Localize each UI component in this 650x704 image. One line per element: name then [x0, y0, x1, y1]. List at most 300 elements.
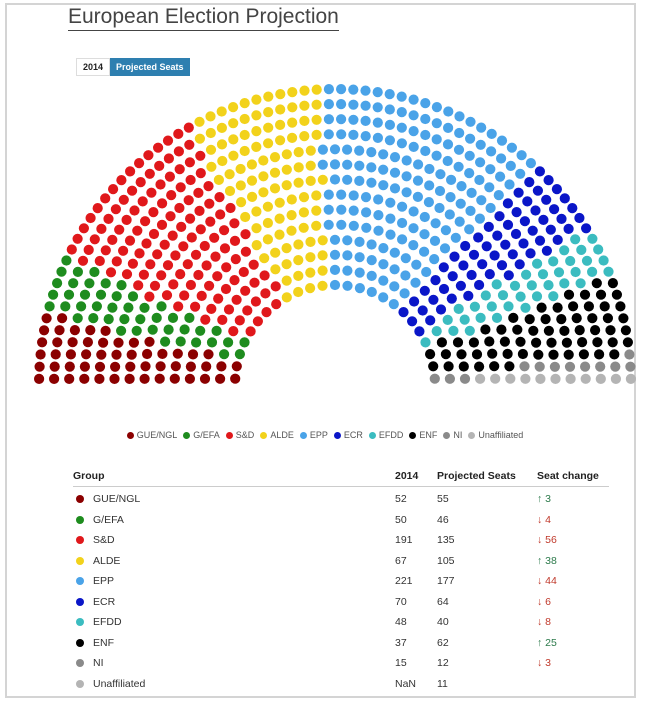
seat-unaffiliated — [505, 374, 515, 384]
seat-epp — [504, 179, 514, 189]
seat-s-d — [204, 199, 214, 209]
seat-epp — [330, 144, 340, 154]
seat-g-efa — [148, 325, 158, 335]
group-color-dot — [76, 618, 84, 626]
seat-s-d — [127, 186, 137, 196]
seat-epp — [451, 233, 461, 243]
seat-ecr — [581, 223, 591, 233]
seat-epp — [373, 210, 383, 220]
seat-gue-ngl — [200, 374, 210, 384]
seat-gue-ngl — [54, 325, 64, 335]
seat-enf — [474, 362, 484, 372]
seat-epp — [366, 147, 376, 157]
seat-s-d — [165, 172, 175, 182]
seat-epp — [526, 158, 536, 168]
seat-s-d — [194, 206, 204, 216]
seat-efdd — [582, 256, 592, 266]
seat-epp — [361, 131, 371, 141]
seat-gue-ngl — [173, 349, 183, 359]
seat-alde — [263, 234, 273, 244]
table-row — [73, 489, 609, 510]
legend-swatch — [334, 432, 341, 439]
seat-enf — [525, 314, 535, 324]
seat-s-d — [185, 214, 195, 224]
seat-efdd — [443, 315, 453, 325]
seat-epp — [411, 260, 421, 270]
seat-s-d — [162, 290, 172, 300]
seat-alde — [228, 118, 238, 128]
seat-epp — [410, 278, 420, 288]
seat-epp — [390, 168, 400, 178]
seat-gue-ngl — [101, 326, 111, 336]
seat-epp — [354, 161, 364, 171]
seat-epp — [517, 150, 527, 160]
seat-gue-ngl — [171, 361, 181, 371]
seat-g-efa — [119, 314, 129, 324]
seat-s-d — [143, 150, 153, 160]
group-color-dot — [76, 577, 84, 585]
seat-epp — [413, 192, 423, 202]
seat-epp — [485, 164, 495, 174]
seat-epp — [390, 264, 400, 274]
seat-enf — [469, 337, 479, 347]
seat-epp — [373, 87, 383, 97]
seat-ni — [625, 362, 635, 372]
seat-ni — [460, 374, 470, 384]
cell-group — [73, 596, 395, 608]
seat-s-d — [229, 275, 239, 285]
seat-ni — [535, 362, 545, 372]
cell-projected: 64 — [437, 595, 449, 608]
seat-ecr — [500, 240, 510, 250]
seat-s-d — [241, 247, 251, 257]
legend-item — [369, 430, 404, 440]
group-color-dot — [76, 639, 84, 647]
seat-s-d — [206, 304, 216, 314]
seat-s-d — [160, 240, 170, 250]
seat-s-d — [228, 326, 238, 336]
seat-s-d — [203, 181, 213, 191]
seat-s-d — [176, 222, 186, 232]
cell-group — [73, 678, 395, 690]
tab-projected-seats[interactable]: Projected Seats — [110, 58, 190, 76]
seat-gue-ngl — [57, 313, 67, 323]
seat-epp — [342, 175, 352, 185]
seat-epp — [464, 168, 474, 178]
group-name: GUE/NGL — [93, 493, 141, 506]
seat-enf — [612, 290, 622, 300]
seat-enf — [618, 313, 628, 323]
seat-ecr — [425, 315, 435, 325]
legend-swatch — [409, 432, 416, 439]
seat-efdd — [487, 301, 497, 311]
seat-epp — [349, 221, 359, 231]
seat-epp — [342, 250, 352, 260]
seat-s-d — [132, 226, 142, 236]
cell-projected: 40 — [437, 616, 449, 629]
seat-epp — [336, 99, 346, 109]
seat-enf — [553, 303, 563, 313]
seat-epp — [475, 214, 485, 224]
seat-alde — [305, 237, 315, 247]
seat-epp — [385, 104, 395, 114]
seat-alde — [275, 198, 285, 208]
seat-ecr — [524, 177, 534, 187]
cell-seat-change: ↑ 38 — [537, 554, 557, 567]
cell-group — [73, 514, 395, 526]
seat-alde — [282, 292, 292, 302]
seat-epp — [354, 146, 364, 156]
seat-epp — [318, 160, 328, 170]
seat-epp — [397, 234, 407, 244]
seat-unaffiliated — [611, 374, 621, 384]
seat-alde — [286, 226, 296, 236]
seat-alde — [282, 259, 292, 269]
seat-g-efa — [219, 349, 229, 359]
seat-g-efa — [184, 313, 194, 323]
seat-s-d — [205, 217, 215, 227]
seat-g-efa — [107, 303, 117, 313]
seat-s-d — [173, 129, 183, 139]
seat-enf — [444, 361, 454, 371]
seat-ecr — [407, 316, 417, 326]
seat-g-efa — [164, 325, 174, 335]
cell-projected: 12 — [437, 657, 449, 670]
seat-s-d — [140, 216, 150, 226]
seat-ecr — [492, 231, 502, 241]
seat-s-d — [212, 271, 222, 281]
seat-efdd — [559, 278, 569, 288]
seat-epp — [367, 287, 377, 297]
seat-alde — [258, 171, 268, 181]
seat-epp — [397, 138, 407, 148]
seat-epp — [465, 151, 475, 161]
legend-swatch — [300, 432, 307, 439]
seat-g-efa — [73, 267, 83, 277]
seat-s-d — [215, 209, 225, 219]
seat-enf — [603, 313, 613, 323]
seat-g-efa — [68, 278, 78, 288]
seat-epp — [336, 84, 346, 94]
seat-s-d — [79, 223, 89, 233]
seat-unaffiliated — [520, 374, 530, 384]
cell-projected: 62 — [437, 636, 449, 649]
seat-alde — [275, 135, 285, 145]
seat-alde — [240, 130, 250, 140]
seat-ecr — [458, 260, 468, 270]
legend-swatch — [127, 432, 134, 439]
seat-enf — [515, 337, 525, 347]
seat-enf — [489, 361, 499, 371]
seat-gue-ngl — [125, 362, 135, 372]
seat-s-d — [187, 232, 197, 242]
seat-alde — [270, 183, 280, 193]
seat-gue-ngl — [49, 374, 59, 384]
legend-item — [300, 430, 328, 440]
seat-alde — [299, 101, 309, 111]
seat-s-d — [138, 196, 148, 206]
seat-ecr — [449, 252, 459, 262]
seat-ecr — [414, 326, 424, 336]
seat-gue-ngl — [35, 362, 45, 372]
seat-epp — [378, 259, 388, 269]
table-row — [73, 653, 609, 674]
seat-s-d — [176, 182, 186, 192]
seat-alde — [194, 117, 204, 127]
seat-alde — [236, 164, 246, 174]
seat-alde — [318, 250, 328, 260]
seat-epp — [366, 162, 376, 172]
seat-alde — [214, 175, 224, 185]
seat-epp — [454, 162, 464, 172]
seat-s-d — [90, 234, 100, 244]
table-row — [73, 633, 609, 654]
cell-2014: 67 — [395, 554, 407, 567]
seat-alde — [205, 111, 215, 121]
seat-alde — [195, 134, 205, 144]
seat-g-efa — [101, 278, 111, 288]
seat-epp — [420, 130, 430, 140]
seat-s-d — [154, 161, 164, 171]
seat-gue-ngl — [80, 362, 90, 372]
seat-epp — [385, 89, 395, 99]
seat-epp — [361, 101, 371, 111]
seat-epp — [342, 145, 352, 155]
cell-seat-change: ↓ 8 — [537, 616, 552, 629]
seat-s-d — [93, 203, 103, 213]
chart-legend — [0, 430, 650, 440]
seat-ecr — [520, 216, 530, 226]
seat-gue-ngl — [156, 361, 166, 371]
seat-g-efa — [135, 314, 145, 324]
seat-ni — [519, 361, 529, 371]
seat-s-d — [240, 229, 250, 239]
seat-alde — [217, 123, 227, 133]
seat-epp — [336, 205, 346, 215]
seat-epp — [495, 172, 505, 182]
seat-enf — [587, 313, 597, 323]
seat-alde — [275, 214, 285, 224]
seat-epp — [330, 174, 340, 184]
seat-alde — [287, 102, 297, 112]
seat-efdd — [548, 291, 558, 301]
seat-epp — [342, 281, 352, 291]
seat-gue-ngl — [34, 374, 44, 384]
seat-s-d — [196, 168, 206, 178]
seat-unaffiliated — [550, 374, 560, 384]
cell-projected: 177 — [437, 575, 455, 588]
seat-gue-ngl — [94, 374, 104, 384]
seat-alde — [217, 106, 227, 116]
seat-efdd — [521, 270, 531, 280]
seat-gue-ngl — [127, 350, 137, 360]
seat-s-d — [157, 198, 167, 208]
seat-gue-ngl — [52, 337, 62, 347]
seat-gue-ngl — [111, 350, 121, 360]
seat-enf — [546, 338, 556, 348]
seat-epp — [355, 283, 365, 293]
seat-enf — [503, 349, 513, 359]
header-projected: Projected Seats — [437, 470, 516, 482]
seat-efdd — [454, 304, 464, 314]
seat-s-d — [175, 164, 185, 174]
seat-ecr — [514, 188, 524, 198]
cell-projected: 135 — [437, 534, 455, 547]
seat-efdd — [470, 302, 480, 312]
seat-ecr — [556, 214, 566, 224]
seat-g-efa — [212, 326, 222, 336]
seat-alde — [293, 255, 303, 265]
seat-s-d — [157, 220, 167, 230]
cell-group — [73, 493, 395, 505]
seat-alde — [318, 235, 328, 245]
seat-alde — [217, 156, 227, 166]
seat-epp — [430, 236, 440, 246]
seat-s-d — [219, 225, 229, 235]
seat-s-d — [184, 140, 194, 150]
seat-ecr — [508, 249, 518, 259]
seat-alde — [247, 192, 257, 202]
seat-s-d — [153, 143, 163, 153]
seat-s-d — [239, 267, 249, 277]
seat-g-efa — [139, 303, 149, 313]
seat-alde — [263, 107, 273, 117]
seat-ecr — [460, 241, 470, 251]
header-2014: 2014 — [395, 470, 419, 482]
group-color-dot — [76, 598, 84, 606]
seat-gue-ngl — [201, 361, 211, 371]
seat-efdd — [498, 290, 508, 300]
seat-ni — [550, 362, 560, 372]
seat-epp — [361, 207, 371, 217]
legend-item — [468, 430, 523, 440]
seat-gue-ngl — [65, 362, 75, 372]
cell-group — [73, 637, 395, 649]
seat-efdd — [460, 315, 470, 325]
tab-2014[interactable]: 2014 — [76, 58, 110, 76]
seat-g-efa — [96, 290, 106, 300]
seat-epp — [435, 186, 445, 196]
seat-enf — [504, 361, 514, 371]
seat-gue-ngl — [50, 362, 60, 372]
legend-swatch — [369, 432, 376, 439]
seat-ecr — [541, 195, 551, 205]
seat-epp — [443, 156, 453, 166]
seat-alde — [258, 155, 268, 165]
seat-epp — [456, 199, 466, 209]
seat-epp — [400, 288, 410, 298]
legend-label: G/EFA — [193, 430, 220, 440]
seat-alde — [287, 194, 297, 204]
seat-ecr — [564, 224, 574, 234]
seat-s-d — [197, 291, 207, 301]
seat-s-d — [155, 179, 165, 189]
seat-alde — [305, 252, 315, 262]
seat-alde — [318, 175, 328, 185]
seat-s-d — [246, 326, 256, 336]
group-name: EFDD — [93, 616, 122, 629]
seat-g-efa — [239, 337, 249, 347]
seat-g-efa — [104, 314, 114, 324]
seat-efdd — [554, 267, 564, 277]
seat-efdd — [481, 290, 491, 300]
seat-alde — [312, 130, 322, 140]
seat-epp — [424, 197, 434, 207]
seat-s-d — [195, 151, 205, 161]
seat-epp — [424, 180, 434, 190]
seat-epp — [336, 114, 346, 124]
seat-epp — [420, 98, 430, 108]
seat-epp — [342, 160, 352, 170]
seat-ecr — [504, 270, 514, 280]
seat-alde — [240, 212, 250, 222]
seat-gue-ngl — [36, 349, 46, 359]
seat-s-d — [170, 250, 180, 260]
seat-enf — [441, 349, 451, 359]
seat-unaffiliated — [475, 374, 485, 384]
legend-swatch — [226, 432, 233, 439]
seat-epp — [397, 123, 407, 133]
seat-enf — [592, 337, 602, 347]
seat-alde — [228, 102, 238, 112]
seat-efdd — [532, 259, 542, 269]
seat-epp — [486, 203, 496, 213]
seat-enf — [562, 338, 572, 348]
seat-efdd — [492, 313, 502, 323]
seat-ecr — [409, 296, 419, 306]
legend-item — [443, 430, 462, 440]
seat-s-d — [146, 188, 156, 198]
seat-efdd — [593, 244, 603, 254]
seat-enf — [428, 361, 438, 371]
seat-alde — [275, 89, 285, 99]
seat-alde — [247, 176, 257, 186]
seat-enf — [496, 325, 506, 335]
seat-epp — [420, 114, 430, 124]
seat-enf — [568, 301, 578, 311]
seat-s-d — [200, 315, 210, 325]
seat-efdd — [492, 279, 502, 289]
seat-s-d — [166, 190, 176, 200]
seat-epp — [324, 99, 334, 109]
seat-enf — [487, 349, 497, 359]
seat-epp — [507, 143, 517, 153]
seat-ecr — [474, 280, 484, 290]
seat-efdd — [432, 326, 442, 336]
cell-seat-change: ↑ 3 — [537, 493, 552, 506]
seat-s-d — [229, 218, 239, 228]
seat-efdd — [603, 267, 613, 277]
seat-ecr — [477, 259, 487, 269]
seat-ecr — [439, 262, 449, 272]
seat-epp — [324, 84, 334, 94]
seat-ecr — [484, 222, 494, 232]
seat-epp — [434, 203, 444, 213]
seat-epp — [349, 190, 359, 200]
seat-alde — [311, 221, 321, 231]
seat-gue-ngl — [186, 362, 196, 372]
seat-alde — [299, 116, 309, 126]
cell-group — [73, 575, 395, 587]
seat-s-d — [125, 166, 135, 176]
seat-s-d — [260, 270, 270, 280]
legend-label: EFDD — [378, 430, 404, 440]
seat-alde — [294, 162, 304, 172]
seat-alde — [236, 180, 246, 190]
seat-epp — [366, 178, 376, 188]
group-color-dot — [76, 495, 84, 503]
seat-efdd — [448, 326, 458, 336]
